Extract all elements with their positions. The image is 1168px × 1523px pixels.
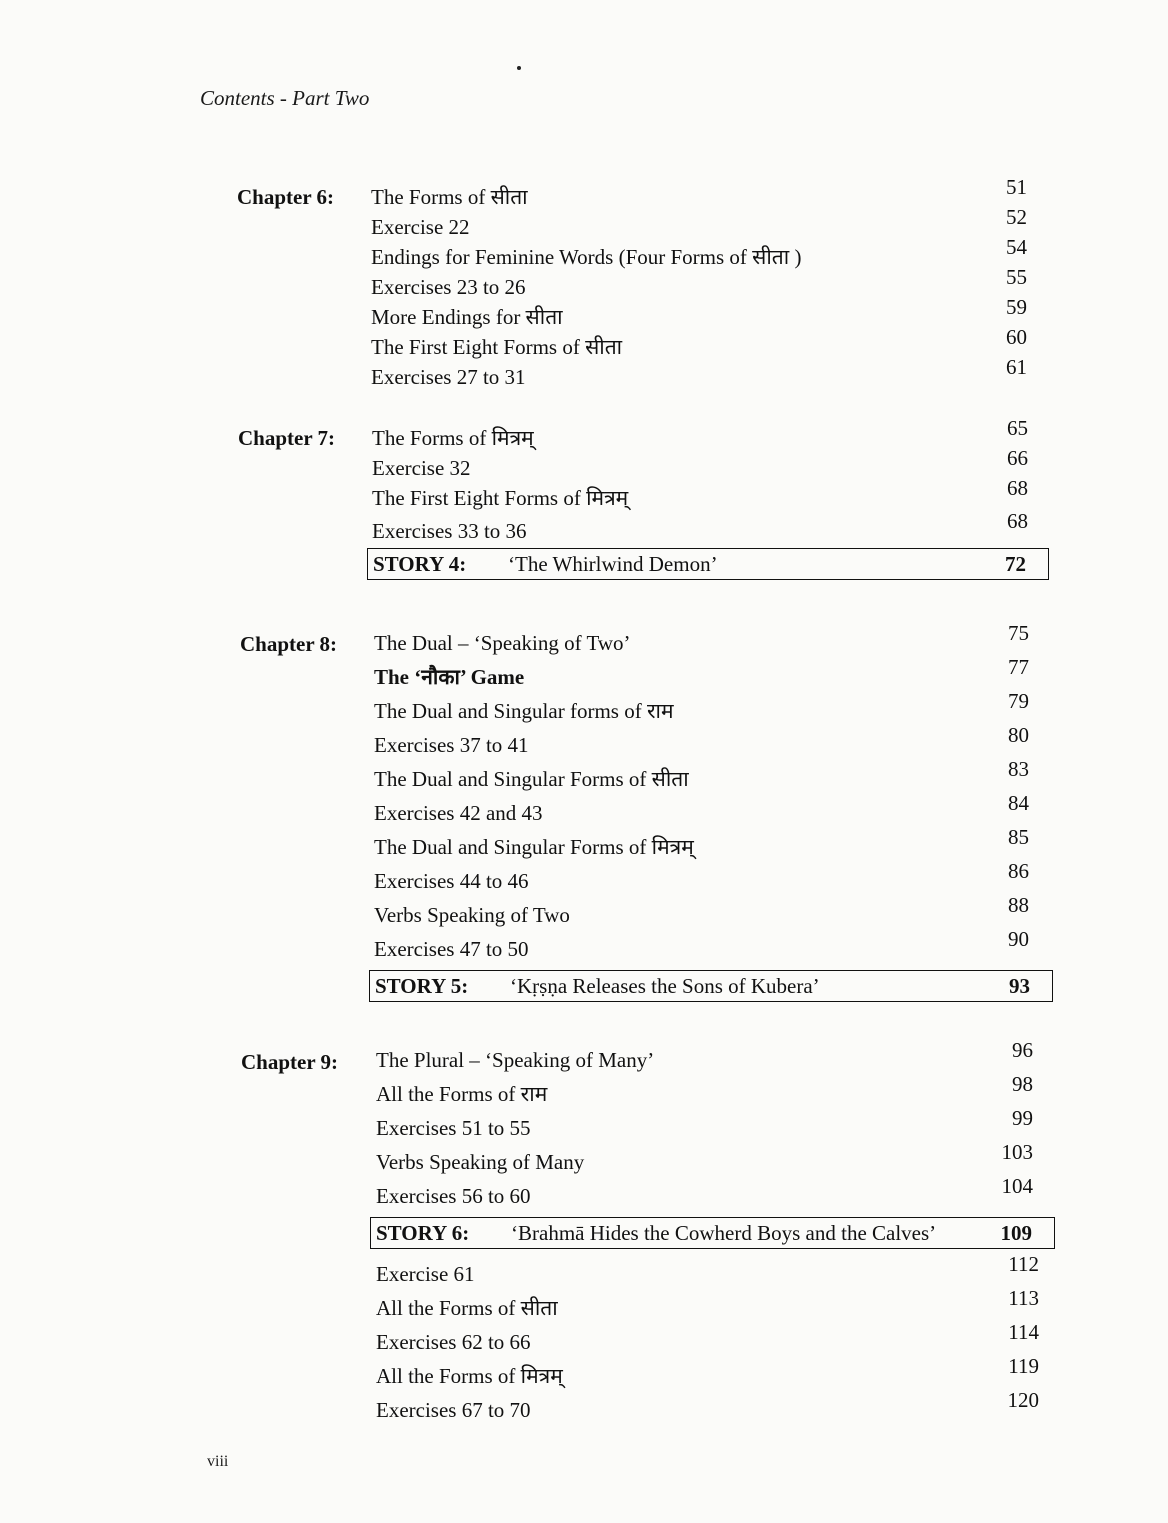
- story-5-page: 93: [1009, 974, 1030, 998]
- toc-entry-page: 99: [1012, 1106, 1033, 1130]
- toc-entry-page: 61: [1006, 355, 1027, 379]
- toc-entry-title: Exercise 22: [371, 215, 470, 239]
- toc-entry-title: The ‘नौका’ Game: [374, 665, 525, 689]
- toc-entry-page: 83: [1008, 757, 1029, 781]
- toc-entry-page: 51: [1006, 175, 1027, 199]
- toc-entry-page: 85: [1008, 825, 1029, 849]
- toc-entry-title: Exercises 67 to 70: [376, 1398, 531, 1422]
- toc-entry-page: 59: [1006, 295, 1027, 319]
- toc-entry-title: Exercises 27 to 31: [371, 365, 526, 389]
- story-6-label: STORY 6:: [376, 1221, 470, 1245]
- toc-entry-title: The First Eight Forms of मित्रम्: [372, 486, 629, 510]
- toc-entry-page: 119: [1008, 1354, 1039, 1378]
- toc-entry-page: 77: [1008, 655, 1029, 679]
- toc-entry-page: 88: [1008, 893, 1029, 917]
- toc-entry-title: Exercises 47 to 50: [374, 937, 529, 961]
- toc-entry-page: 90: [1008, 927, 1029, 951]
- toc-entry-title: Exercises 44 to 46: [374, 869, 529, 893]
- story-5-box[interactable]: [369, 970, 1053, 1002]
- toc-entry-page: 80: [1008, 723, 1029, 747]
- toc-entry-page: 68: [1007, 476, 1028, 500]
- toc-entry-page: 120: [1007, 1388, 1039, 1412]
- toc-entry-title: Exercises 33 to 36: [372, 519, 527, 543]
- toc-entry-page: 86: [1008, 859, 1029, 883]
- toc-entry-page: 98: [1012, 1072, 1033, 1096]
- toc-entry-page: 104: [1001, 1174, 1033, 1198]
- toc-entry-page: 96: [1012, 1038, 1033, 1062]
- toc-entry-title: Verbs Speaking of Two: [374, 903, 570, 927]
- toc-entry-title: Verbs Speaking of Many: [376, 1150, 585, 1174]
- toc-entry-page: 75: [1008, 621, 1029, 645]
- chapter-8-label: Chapter 8:: [240, 632, 338, 656]
- toc-entry-title: Exercise 61: [376, 1262, 475, 1286]
- toc-entry-title: The Plural – ‘Speaking of Many’: [376, 1048, 655, 1072]
- story-4-box[interactable]: [367, 548, 1049, 580]
- toc-entry-page: 114: [1008, 1320, 1039, 1344]
- toc-entry-title: All the Forms of सीता: [376, 1296, 558, 1320]
- toc-entry-title: Exercises 23 to 26: [371, 275, 526, 299]
- story-6-title: ‘Brahmā Hides the Cowherd Boys and the Calves’: [511, 1221, 937, 1245]
- toc-entry-title: Endings for Feminine Words (Four Forms of सीता ): [371, 245, 802, 269]
- toc-entry-title: Exercise 32: [372, 456, 471, 480]
- chapter-7-label: Chapter 7:: [238, 426, 336, 450]
- chapter-9-label: Chapter 9:: [241, 1050, 339, 1074]
- toc-entry-page: 66: [1007, 446, 1028, 470]
- running-header: Contents - Part Two: [200, 86, 370, 110]
- toc-entry-title: The Dual and Singular Forms of मित्रम्: [374, 835, 694, 859]
- toc-entry-title: Exercises 62 to 66: [376, 1330, 531, 1354]
- toc-entry-title: Exercises 37 to 41: [374, 733, 529, 757]
- toc-entry-title: The Dual and Singular forms of राम: [374, 699, 674, 723]
- story-6-page: 109: [1000, 1221, 1032, 1245]
- story-4-page: 72: [1005, 552, 1026, 576]
- toc-entry-title: Exercises 42 and 43: [374, 801, 543, 825]
- toc-entry-title: All the Forms of राम: [376, 1082, 548, 1106]
- toc-entry-title: The Forms of सीता: [371, 185, 528, 209]
- toc-entry-page: 52: [1006, 205, 1027, 229]
- chapter-6-label: Chapter 6:: [237, 185, 335, 209]
- toc-entry-title: More Endings for सीता: [371, 305, 563, 329]
- toc-entry-page: 113: [1008, 1286, 1039, 1310]
- toc-entry-page: 60: [1006, 325, 1027, 349]
- story-5-label: STORY 5:: [375, 974, 469, 998]
- stray-dot: [517, 66, 521, 70]
- toc-entry-title: The Forms of मित्रम्: [372, 426, 534, 450]
- toc-entry-page: 54: [1006, 235, 1027, 259]
- toc-entry-page: 84: [1008, 791, 1029, 815]
- toc-entry-title: All the Forms of मित्रम्: [376, 1364, 563, 1388]
- toc-entry-title: Exercises 51 to 55: [376, 1116, 531, 1140]
- toc-entry-page: 65: [1007, 416, 1028, 440]
- toc-entry-page: 55: [1006, 265, 1027, 289]
- story-4-title: ‘The Whirlwind Demon’: [508, 552, 718, 576]
- toc-entry-title: The Dual – ‘Speaking of Two’: [374, 631, 631, 655]
- toc-entry-page: 68: [1007, 509, 1028, 533]
- story-5-title: ‘Kṛṣṇa Releases the Sons of Kubera’: [510, 974, 820, 998]
- toc-entry-title: The Dual and Singular Forms of सीता: [374, 767, 689, 791]
- toc-entry-page: 79: [1008, 689, 1029, 713]
- toc-entry-page: 112: [1008, 1252, 1039, 1276]
- toc-entry-title: The First Eight Forms of सीता: [371, 335, 623, 359]
- story-4-label: STORY 4:: [373, 552, 467, 576]
- toc-entry-title: Exercises 56 to 60: [376, 1184, 531, 1208]
- toc-entry-page: 103: [1001, 1140, 1033, 1164]
- page-number: viii: [207, 1453, 229, 1470]
- story-6-box[interactable]: [370, 1217, 1055, 1249]
